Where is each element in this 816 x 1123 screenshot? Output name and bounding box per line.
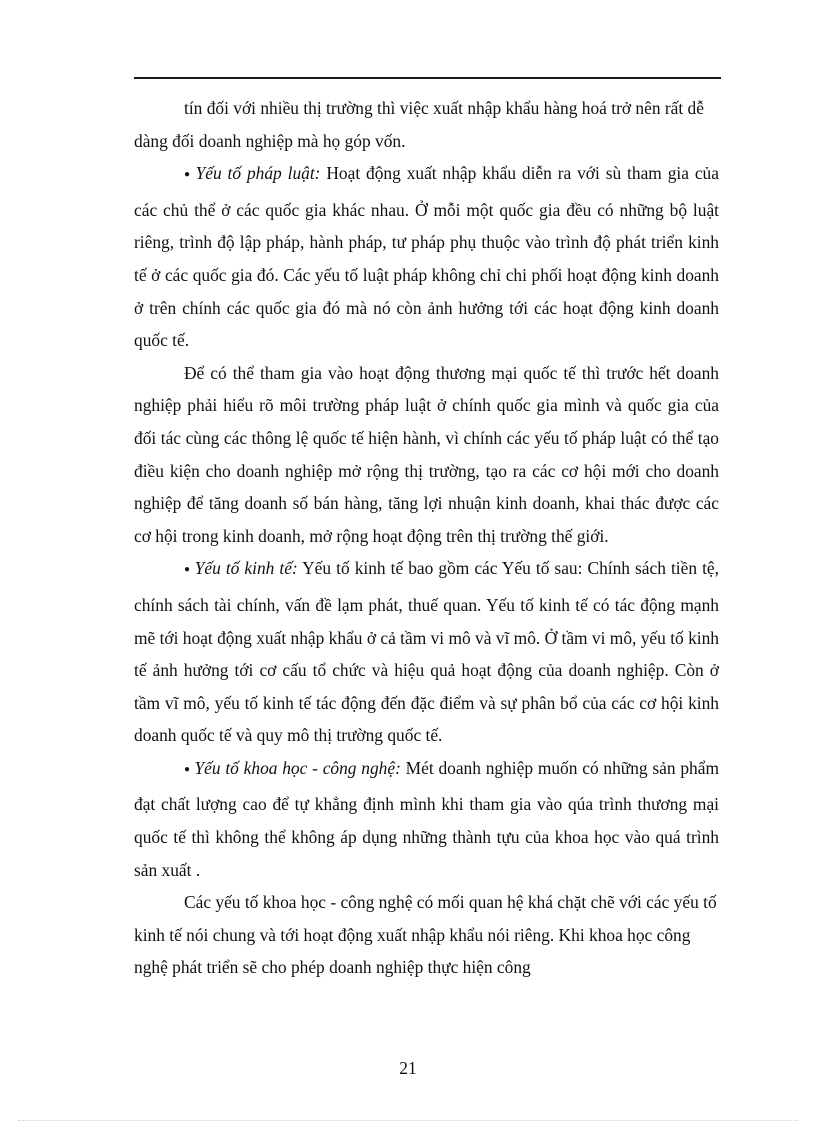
bullet-icon: ● (184, 564, 191, 576)
paragraph-law-detail: Để có thể tham gia vào hoạt động thương mại quốc tế thì trước hết doanh nghiệp phải hiểu rõ môi trường pháp luật ở chính quốc gia mình và quốc gia của đối tác cùng các thông lệ quốc tế hiện hành, vì chính các yếu tố pháp luật có thể tạo điều kiện cho doanh nghiệp mở rộng thị trường, tạo ra các cơ hội mới cho doanh nghiệp để tăng doanh số bán hàng, tăng lợi nhuận kinh doanh, khai thác được các cơ hội trong kinh doanh, mở rộng hoạt động trên thị trường thế giới. (134, 362, 719, 546)
bullet-icon: ● (184, 169, 192, 181)
paragraph-law-factor (134, 157, 719, 357)
footer-dotted-rule (18, 1120, 798, 1121)
paragraph-technology-factor (134, 752, 719, 886)
paragraph-text: Mét doanh nghiệp muốn có những sản phẩm đạt chất lượng cao để tự khẳng định mình khi tham gia vào qúa trình thương mại quốc tế thì không thể không áp dụng những thành tựu của khoa học vào quá trình sản xuất . (134, 757, 719, 880)
bullet-icon: ● (184, 763, 191, 775)
page-number: 21 (399, 1058, 417, 1078)
section-label-technology: Yếu tố khoa học - công nghệ: (194, 757, 401, 778)
section-label-economy: Yếu tố kinh tế: (194, 558, 298, 579)
paragraph-economy-factor (134, 552, 719, 752)
paragraph-text: Hoạt động xuất nhập khẩu diễn ra với sù tham gia của các chủ thể ở các quốc gia khác nhau. Ở mỗi một quốc gia đều có những bộ luật riêng, trình độ lập pháp, hành pháp, tư pháp phụ thuộc vào trình độ phát triển kinh tế ở các quốc gia đó. Các yếu tố luật pháp không chỉ chi phối hoạt động kinh doanh ở trên chính các quốc gia đó mà nó còn ảnh hưởng tới các hoạt động kinh doanh quốc tế. (134, 163, 719, 351)
document-body (134, 92, 719, 984)
paragraph-technology-detail: Các yếu tố khoa học - công nghệ có mối quan hệ khá chặt chẽ với các yếu tố kinh tế nói chung và tới hoạt động xuất nhập khẩu nói riêng. Khi khoa học công nghệ phát triển sẽ cho phép doanh nghiệp thực hiện công (134, 892, 717, 978)
section-label-law: Yếu tố pháp luật: (195, 163, 321, 184)
paragraph-text: Yếu tố kinh tế bao gồm các Yếu tố sau: Chính sách tiền tệ, chính sách tài chính, vấn đề lạm phát, thuế quan. Yếu tố kinh tế có tác động mạnh mẽ tới hoạt động xuất nhập khẩu ở cả tầm vi mô và vĩ mô. Ở tầm vi mô, yếu tố kinh tế ảnh hưởng tới cơ cấu tổ chức và hiệu quả hoạt động của doanh nghiệp. Còn ở tầm vĩ mô, yếu tố kinh tế tác động đến đặc điểm và sự phân bổ của các cơ hội kinh doanh quốc tế và quy mô thị trường quốc tế. (134, 558, 719, 746)
header-rule (134, 77, 721, 79)
paragraph-continuation: tín đối với nhiều thị trường thì việc xuất nhập khẩu hàng hoá trở nên rất dễ dàng đối doanh nghiệp mà họ góp vốn. (134, 98, 704, 151)
